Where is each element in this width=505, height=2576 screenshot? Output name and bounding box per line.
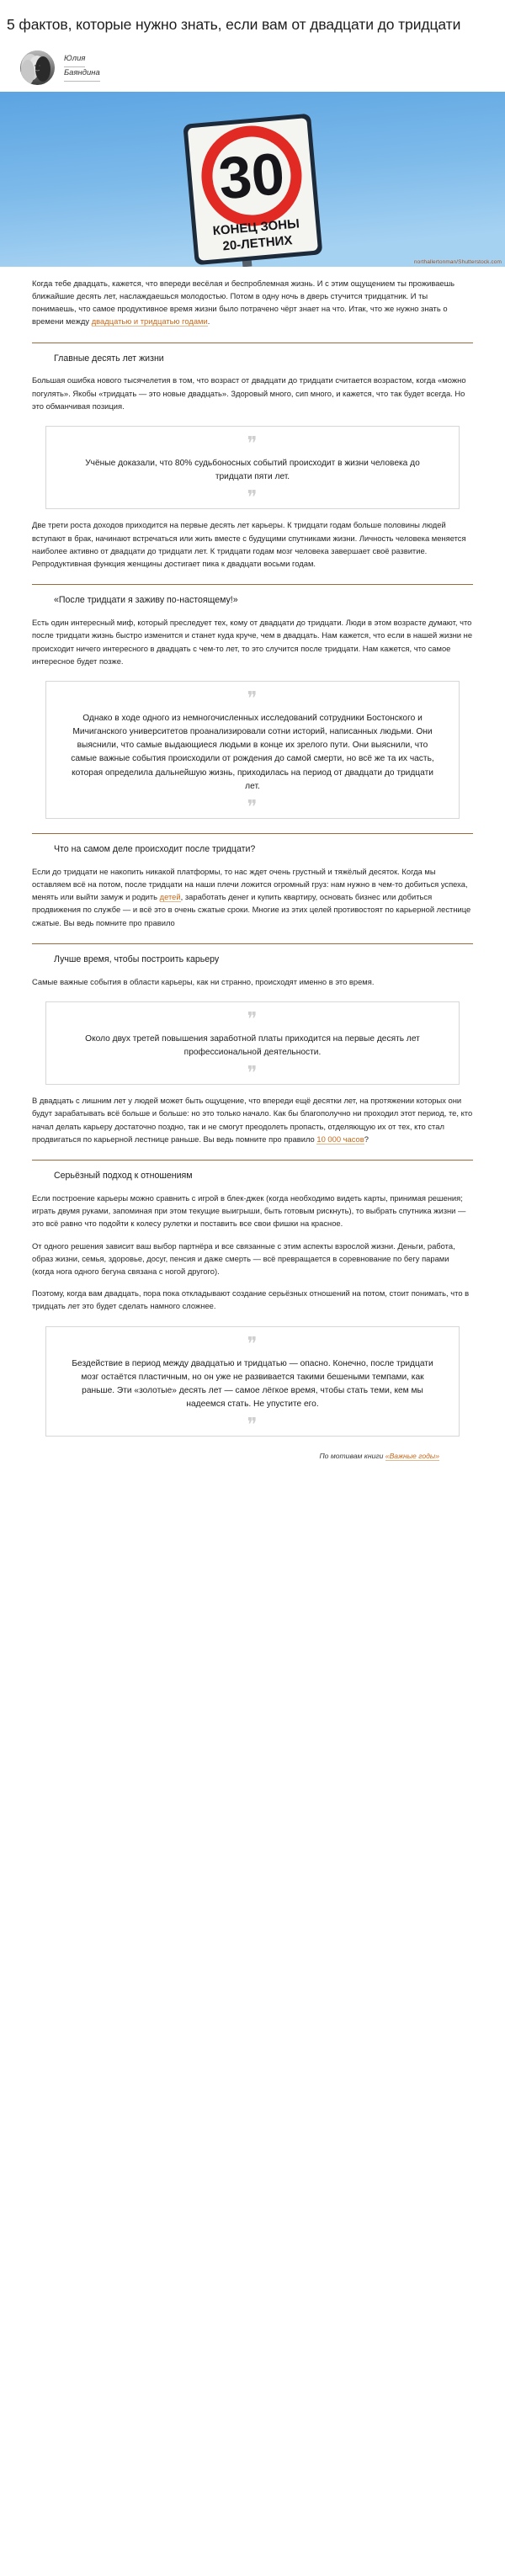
quote-mark-open-icon: ❞ xyxy=(247,1332,258,1354)
paragraph: От одного решения зависит ваш выбор партнёра и все связанные с этим аспекты взрослой жизни. Деньги, работа, образ жизни, семья, здоровье, досуг, пенсия и даже смерть — всё превращается в соревнование по бегу парами (когда нога одного бегуна связана с ногой другого). xyxy=(32,1240,455,1276)
avatar xyxy=(20,50,55,85)
author-last-name[interactable]: Баяндина xyxy=(64,67,100,82)
source-prefix: По мотивам книги xyxy=(319,1452,385,1461)
paragraph-text-2: ? xyxy=(364,1134,369,1144)
author-first-name[interactable]: Юлия xyxy=(64,53,85,67)
intro-paragraph xyxy=(32,277,473,328)
section-heading: Главные десять лет жизни xyxy=(54,353,164,364)
svg-text:30: 30 xyxy=(215,140,288,211)
section-main-ten-years xyxy=(32,343,473,365)
pull-quote-text: Учёные доказали, что 80% судьбоносных событий происходит в жизни человека до тридцати пяти лет. xyxy=(85,459,420,482)
source-book-link[interactable]: «Важные годы» xyxy=(385,1452,439,1461)
page-tail-spacer xyxy=(0,1460,505,1999)
paragraph: Если построение карьеры можно сравнить с игрой в блек-джек (когда необходимо видеть карты, принимая решения; играть двумя руками, запоминая при этом текущие выигрыши, быть готовым рискнуть), то выбрать спутника жизни — это всё равно что подойти к колесу рулетки и поставить все свои фишки на красное. xyxy=(32,1192,466,1229)
section-what-happens-after-thirty xyxy=(32,833,473,856)
quote-mark-open-icon: ❞ xyxy=(247,433,258,454)
paragraph: Поэтому, когда вам двадцать, пора пока откладывают создание серьёзных отношений на потом, стоит понимать, что в тридцать лет это будет сделать намного сложнее. xyxy=(32,1288,470,1311)
paragraph: Самые важные события в области карьеры, как ни странно, происходят именно в это время. xyxy=(32,976,375,986)
section-heading: Что на самом деле происходит после тридцати? xyxy=(54,843,256,854)
source-attribution xyxy=(32,1452,473,1460)
author-names xyxy=(64,53,100,81)
section-divider xyxy=(32,1160,473,1161)
quote-mark-close-icon: ❞ xyxy=(247,1414,258,1436)
section-heading: «После тридцати я заживу по-настоящему!» xyxy=(54,595,238,606)
section-divider xyxy=(32,833,473,835)
paragraph xyxy=(32,865,473,929)
intro-text-2: . xyxy=(207,316,210,327)
hero-image xyxy=(0,92,505,267)
quote-mark-close-icon: ❞ xyxy=(247,1062,258,1084)
intro-text-1: Когда тебе двадцать, кажется, что впереди весёлая и беспроблемная жизнь. И с этим ощущением ты проживаешь ближайшие десять лет, наслаждаешься молодостью. Потом в одну ночь в дверь стучится тридцатник. И ты понимаешь, что самое продуктивное время жизни было потрачено чёрт знает на что. Итак, что же нужно знать о времени между xyxy=(32,278,455,327)
author-block[interactable] xyxy=(0,45,505,92)
paragraph: Две трети роста доходов приходится на первые десять лет карьеры. К тридцати годам больше половины людей вступают в брак, начинают встречаться или жить вместе с будущими спутниками жизни. Личность человека меняется наиболее активно от двадцати до тридцати лет. К тридцати годам мозг человека завершает своё развитие. Репродуктивная функция женщины достигает пика к двадцати восьми годам. xyxy=(32,520,466,569)
section-heading: Серьёзный подход к отношениям xyxy=(54,1170,193,1181)
pull-quote xyxy=(45,1326,460,1437)
quote-mark-open-icon: ❞ xyxy=(247,1007,258,1029)
paragraph xyxy=(32,1094,473,1145)
paragraph-text-1: Если до тридцати не накопить никакой платформы, то нас ждет очень грустный и тяжёлый десяток. Когда мы оставляем всё на потом, после тридцати на наши плечи ложится огромный груз: нам нужно в чем-то добиться успеха, менять или выйти замуж и родить xyxy=(32,866,468,902)
quote-mark-close-icon: ❞ xyxy=(247,486,258,508)
pull-quote-text: Бездействие в период между двадцатью и тридцатью — опасно. Конечно, после тридцати мозг остаётся пластичным, но он уже не развивается такими бешеными темпами, как раньше. Эти «золотые» десять лет — самое лёгкое время, чтобы стать теми, кем мы надеемся стать. Не упустите его. xyxy=(72,1358,433,1409)
section-heading: Лучше время, чтобы построить карьеру xyxy=(54,953,220,964)
paragraph: Есть один интересный миф, который преследует тех, кому от двадцати до тридцати. Люди в этом возрасте думают, что после тридцати жизнь быстро изменится и станет куда круче, чем в двадцать. Нам кажется, что если в нашей жизни не происходит ничего интересного в двадцать с чем-то лет, то это случится после тридцати. Нам кажется, что самое интересное будет позже. xyxy=(32,618,473,666)
pull-quote xyxy=(45,681,460,819)
paragraph-text-1: В двадцать с лишним лет у людей может быть ощущение, что впереди ещё десятки лет, на протяжении которых они будут зарабатывать всё больше и больше: но это только начало. Как бы благополучно ни проходил этот период, те, кто начал делать карьеру достаточно поздно, так и не смогут преодолеть пропасть, отделяющую их от тех, кто стал продвигаться по карьерной лестнице раньше. Вы ведь помните про правило xyxy=(32,1096,473,1144)
paragraph-text-2: , заработать денег и купить квартиру, основать бизнес или добиться продвижения по службе — и всё это в очень сжатые сроки. Многие из этих целей противостоят по карьерной лестнице сжатые. Вы ведь помните про правило xyxy=(32,892,471,927)
section-best-time-career xyxy=(32,943,473,966)
section-serious-approach xyxy=(32,1160,473,1182)
photo-credit: northallertonman/Shutterstock.com xyxy=(413,258,502,265)
intro-link[interactable]: двадцатью и тридцатью годами xyxy=(91,316,208,327)
svg-text:20-ЛЕТНИХ: 20-ЛЕТНИХ xyxy=(221,232,294,254)
svg-text:КОНЕЦ ЗОНЫ: КОНЕЦ ЗОНЫ xyxy=(212,216,300,238)
children-link[interactable]: детей xyxy=(159,892,181,902)
page-title: 5 фактов, которые нужно знать, если вам от двадцати до тридцати xyxy=(7,15,461,33)
pull-quote-text: Однако в ходе одного из немногочисленных исследований сотрудники Бостонского и Мичиганского университетов проанализировали сотни историй, написанных людьми. Они выяснили, что самые выдающиеся людьми в конце их зрелого пути. Они выяснили, что самые важные события происходили от рождения до самой смерти, но всё же та их часть, которая определила дальнейшую жизнь, приходилась на период от двадцати до тридцати лет. xyxy=(71,714,434,791)
hours-rule-link[interactable]: 10 000 часов xyxy=(316,1134,364,1144)
paragraph: Большая ошибка нового тысячелетия в том, что возраст от двадцати до тридцати считается возрастом, когда «можно погулять». Якобы «тридцать — это новые двадцать». Здоровый много, сип много, и кажется, что так будет всегда. Но это обманчивая позиция. xyxy=(32,375,466,411)
pull-quote xyxy=(45,426,460,509)
section-after-thirty xyxy=(32,584,473,607)
pull-quote xyxy=(45,1001,460,1085)
section-divider xyxy=(32,584,473,586)
pull-quote-text: Около двух третей повышения заработной платы приходится на первые десять лет профессиональной деятельности. xyxy=(85,1033,420,1057)
quote-mark-open-icon: ❞ xyxy=(247,688,258,709)
quote-mark-close-icon: ❞ xyxy=(247,795,258,817)
article-body xyxy=(0,277,505,1460)
section-divider xyxy=(32,343,473,344)
section-divider xyxy=(32,943,473,945)
